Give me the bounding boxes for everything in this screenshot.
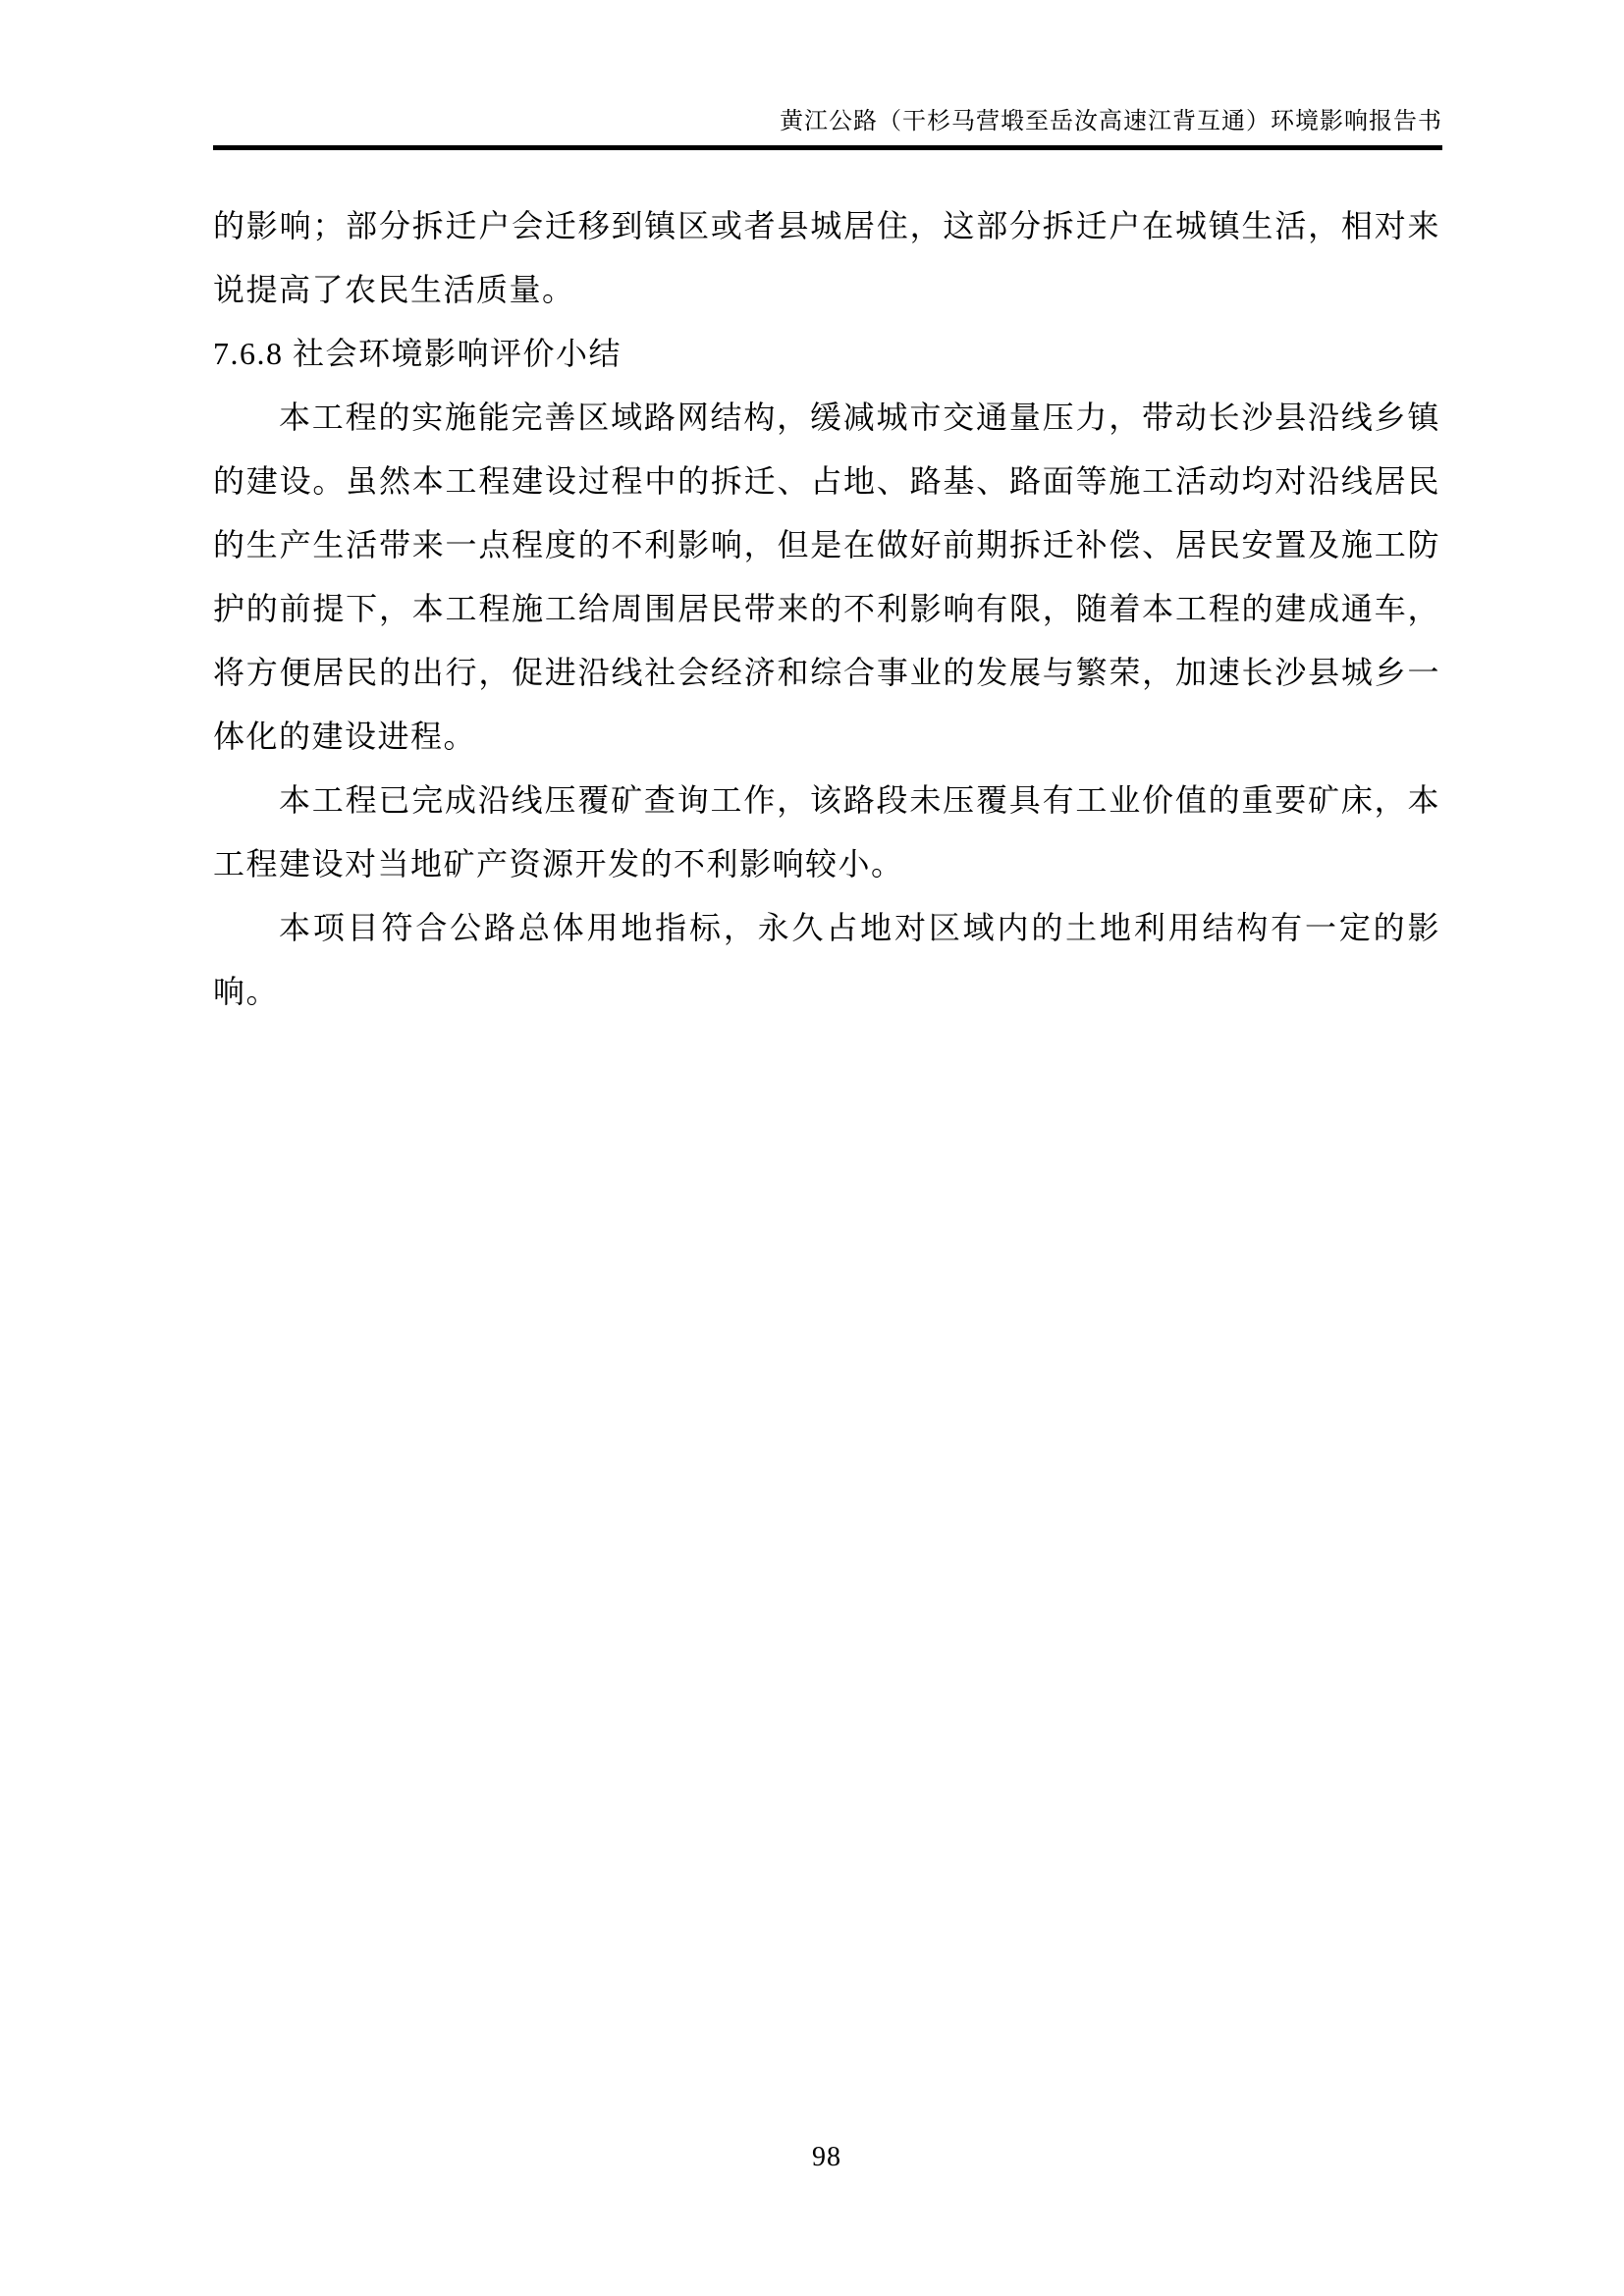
page-number: 98 <box>812 2142 841 2172</box>
paragraph-line: 将方便居民的出行，促进沿线社会经济和综合事业的发展与繁荣，加速长沙县城乡一 <box>213 655 1440 690</box>
paragraph-line: 本工程的实施能完善区域路网结构，缓减城市交通量压力，带动长沙县沿线乡镇 <box>279 400 1440 435</box>
header-rule <box>213 145 1442 150</box>
page-footer <box>213 2142 1440 2173</box>
paragraph-line: 的生产生活带来一点程度的不利影响，但是在做好前期拆迁补偿、居民安置及施工防 <box>213 527 1440 562</box>
paragraph-line: 工程建设对当地矿产资源开发的不利影响较小。 <box>213 846 904 881</box>
document-body <box>213 194 1440 1024</box>
paragraph-line: 护的前提下，本工程施工给周围居民带来的不利影响有限，随着本工程的建成通车， <box>213 591 1440 626</box>
section-heading: 7.6.8 社会环境影响评价小结 <box>213 336 623 371</box>
paragraph-line: 体化的建设进程。 <box>213 719 477 754</box>
page-header <box>213 104 1442 150</box>
paragraph-line: 本项目符合公路总体用地指标，永久占地对区域内的土地利用结构有一定的影 <box>279 910 1440 945</box>
paragraph-line: 响。 <box>213 974 280 1009</box>
header-title: 黄江公路（干杉马营塅至岳汝高速江背互通）环境影响报告书 <box>780 109 1442 134</box>
paragraph-line: 本工程已完成沿线压覆矿查询工作，该路段未压覆具有工业价值的重要矿床，本 <box>279 782 1440 818</box>
paragraph-line: 的影响；部分拆迁户会迁移到镇区或者县城居住，这部分拆迁户在城镇生活，相对来 <box>213 208 1440 243</box>
paragraph-line: 的建设。虽然本工程建设过程中的拆迁、占地、路基、路面等施工活动均对沿线居民 <box>213 463 1440 499</box>
paragraph-line: 说提高了农民生活质量。 <box>213 272 575 307</box>
